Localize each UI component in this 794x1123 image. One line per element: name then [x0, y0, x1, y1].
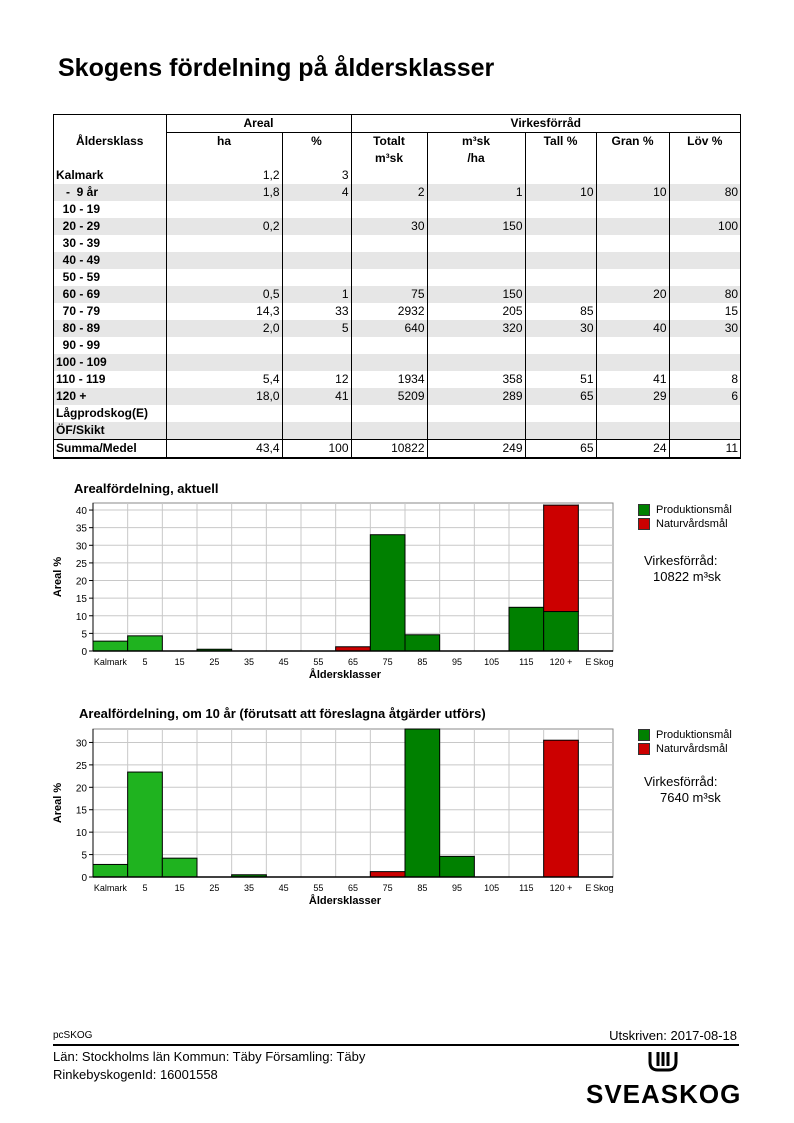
bar-production: [162, 858, 197, 877]
x-tick-label: 5: [142, 657, 148, 667]
cell-gran: [596, 354, 669, 371]
y-tick-label: 10: [75, 611, 87, 623]
table-row: [54, 388, 740, 405]
y-tick-label: 35: [75, 523, 87, 535]
cell-msk: [427, 235, 525, 252]
bar-nature: [544, 740, 579, 877]
header-tall: Tall %: [525, 133, 596, 168]
cell-tot: [351, 252, 427, 269]
cell-ha: 1,8: [166, 184, 282, 201]
cell-tall: [525, 252, 596, 269]
cell-pct: 41: [282, 388, 351, 405]
cell-tall: [525, 405, 596, 422]
cell-lov: [669, 337, 740, 354]
cell-msk: 320: [427, 320, 525, 337]
x-tick-label: 105: [484, 883, 500, 893]
cell-gran: [596, 252, 669, 269]
cell-lov: 11: [669, 440, 740, 458]
y-tick-label: 25: [75, 558, 87, 570]
cell-lov: 8: [669, 371, 740, 388]
cell-ha: 1,2: [166, 167, 282, 184]
cell-lov: [669, 235, 740, 252]
row-label: ÖF/Skikt: [54, 422, 166, 440]
table-row: [54, 218, 740, 235]
cell-msk: [427, 422, 525, 440]
cell-tall: 10: [525, 184, 596, 201]
cell-gran: 24: [596, 440, 669, 458]
x-tick-label: E: [585, 657, 592, 667]
header-pct: %: [282, 133, 351, 168]
header-msk-ha: m³sk /ha: [427, 133, 525, 168]
chart-10-years: [45, 724, 620, 919]
table-row: [54, 303, 740, 320]
cell-ha: [166, 269, 282, 286]
chart2-title: Arealfördelning, om 10 år (förutsatt att föreslagna åtgärder utförs): [79, 706, 486, 721]
cell-lov: 15: [669, 303, 740, 320]
cell-lov: [669, 252, 740, 269]
row-label: 80 - 89: [54, 320, 166, 337]
bar-production: [405, 635, 440, 651]
cell-ha: 43,4: [166, 440, 282, 458]
cell-gran: [596, 201, 669, 218]
cell-lov: [669, 201, 740, 218]
header-ageclass: Åldersklass: [76, 133, 144, 148]
x-tick-label: 35: [243, 657, 255, 667]
row-label: 20 - 29: [54, 218, 166, 235]
bar-production: [405, 729, 440, 877]
y-tick-label: 15: [75, 594, 87, 606]
cell-tot: [351, 167, 427, 184]
legend-swatch-nature: [638, 743, 650, 755]
legend-nature: Naturvårdsmål: [638, 517, 732, 531]
cell-gran: [596, 167, 669, 184]
cell-tall: [525, 235, 596, 252]
x-tick-label: Kalmark: [93, 883, 127, 893]
cell-pct: [282, 422, 351, 440]
y-tick-label: 30: [75, 738, 87, 750]
bar-production: [370, 535, 405, 651]
chart2-volume: Virkesförråd: 7640 m³sk: [644, 774, 721, 805]
table-row: [54, 405, 740, 422]
cell-tot: [351, 337, 427, 354]
y-tick-label: 0: [81, 873, 87, 884]
header-gran: Gran %: [596, 133, 669, 168]
cell-ha: [166, 235, 282, 252]
row-label: - 9 år: [54, 184, 166, 201]
table-row: [54, 371, 740, 388]
x-tick-label: Skog: [593, 657, 614, 667]
cell-tot: 2932: [351, 303, 427, 320]
x-tick-label: 85: [417, 657, 428, 667]
table-row: [54, 354, 740, 371]
table-body: [54, 167, 740, 458]
cell-tot: 75: [351, 286, 427, 303]
cell-tall: 65: [525, 388, 596, 405]
cell-tall: [525, 201, 596, 218]
table-row: [54, 167, 740, 184]
table-row: [54, 320, 740, 337]
cell-ha: 18,0: [166, 388, 282, 405]
cell-pct: [282, 405, 351, 422]
table-row: [54, 286, 740, 303]
x-tick-label: 25: [209, 657, 220, 667]
row-label: Kalmark: [56, 168, 104, 182]
bar-production: [128, 772, 163, 877]
table-row: [54, 235, 740, 252]
cell-tall: [525, 269, 596, 286]
cell-tot: 640: [351, 320, 427, 337]
y-tick-label: 10: [75, 828, 87, 840]
cell-gran: 10: [596, 184, 669, 201]
x-tick-label: 105: [484, 657, 500, 667]
x-tick-label: 55: [313, 657, 324, 667]
x-tick-label: 95: [451, 883, 463, 893]
y-tick-label: 30: [75, 541, 87, 553]
cell-pct: 3: [282, 167, 351, 184]
bar-production: [128, 636, 163, 651]
x-tick-label: 65: [347, 883, 359, 893]
x-tick-label: 120 +: [549, 883, 573, 893]
header-ha: ha: [166, 133, 282, 168]
cell-ha: 0,2: [166, 218, 282, 235]
cell-tall: 85: [525, 303, 596, 320]
crown-icon: [648, 1050, 678, 1074]
x-tick-label: Kalmark: [93, 657, 127, 667]
x-tick-label: 45: [278, 657, 289, 667]
cell-ha: [166, 252, 282, 269]
row-label: 70 - 79: [56, 304, 101, 318]
cell-tot: [351, 269, 427, 286]
y-axis-label: Areal %: [52, 556, 64, 598]
cell-msk: [427, 167, 525, 184]
header-lov: Löv %: [669, 133, 740, 168]
cell-tall: [525, 354, 596, 371]
cell-msk: [427, 405, 525, 422]
cell-msk: [427, 252, 525, 269]
cell-pct: 33: [282, 303, 351, 320]
cell-pct: 1: [282, 286, 351, 303]
x-tick-label: 5: [142, 883, 148, 893]
cell-ha: [166, 201, 282, 218]
cell-pct: [282, 201, 351, 218]
print-date: Utskriven: 2017-08-18: [609, 1028, 737, 1043]
cell-lov: 100: [669, 218, 740, 235]
row-label: 120 +: [54, 388, 166, 405]
y-tick-label: 40: [75, 506, 87, 518]
logo-text: SVEASKOG: [586, 1079, 742, 1109]
chart1-legend: [638, 503, 732, 531]
row-label: 90 - 99: [56, 338, 101, 352]
row-label: 30 - 39: [56, 236, 101, 250]
bar-production: [93, 641, 128, 651]
cell-ha: 0,5: [166, 286, 282, 303]
legend-nature: Naturvårdsmål: [638, 742, 732, 756]
cell-ha: 5,4: [166, 371, 282, 388]
header-volume: Virkesförråd: [351, 115, 740, 133]
cell-lov: 80: [669, 184, 740, 201]
cell-pct: 5: [282, 320, 351, 337]
table-row: [54, 184, 740, 201]
row-label: 50 - 59: [56, 270, 101, 284]
cell-msk: 150: [427, 286, 525, 303]
bar-production: [440, 856, 475, 877]
cell-msk: 249: [427, 440, 525, 458]
x-tick-label: 15: [174, 657, 185, 667]
cell-gran: 29: [596, 388, 669, 405]
cell-tot: [351, 422, 427, 440]
row-label: 40 - 49: [54, 252, 166, 269]
x-tick-label: 95: [451, 657, 463, 667]
cell-ha: [166, 337, 282, 354]
cell-tall: [525, 167, 596, 184]
cell-ha: [166, 354, 282, 371]
y-tick-label: 20: [75, 783, 87, 795]
table-row: [54, 252, 740, 269]
cell-msk: 1: [427, 184, 525, 201]
chart-current: [45, 498, 620, 693]
table-row: [54, 201, 740, 218]
cell-ha: [166, 422, 282, 440]
cell-msk: [427, 269, 525, 286]
x-tick-label: E: [585, 883, 592, 893]
cell-pct: [282, 235, 351, 252]
cell-gran: 41: [596, 371, 669, 388]
chart1-volume: Virkesförråd: 10822 m³sk: [644, 553, 721, 584]
cell-lov: [669, 167, 740, 184]
cell-gran: [596, 405, 669, 422]
cell-msk: 358: [427, 371, 525, 388]
legend-production: Produktionsmål: [638, 503, 732, 517]
cell-msk: [427, 201, 525, 218]
chart1-title: Arealfördelning, aktuell: [74, 481, 219, 496]
cell-pct: [282, 252, 351, 269]
y-tick-label: 0: [81, 647, 87, 658]
page-title: Skogens fördelning på åldersklasser: [58, 54, 495, 82]
x-tick-label: 45: [278, 883, 289, 893]
cell-tall: [525, 286, 596, 303]
cell-ha: [166, 405, 282, 422]
row-label: Summa/Medel: [54, 440, 166, 458]
cell-lov: 80: [669, 286, 740, 303]
legend-swatch-production: [638, 729, 650, 741]
cell-msk: [427, 354, 525, 371]
legend-swatch-production: [638, 504, 650, 516]
y-tick-label: 5: [81, 850, 87, 862]
cell-lov: [669, 422, 740, 440]
bar-nature: [370, 872, 405, 877]
location-info: Län: Stockholms län Kommun: Täby Församling: Täby: [53, 1049, 366, 1064]
row-label: 10 - 19: [56, 202, 101, 216]
table-row: [54, 422, 740, 440]
cell-gran: [596, 337, 669, 354]
cell-pct: [282, 354, 351, 371]
table-row: [54, 337, 740, 354]
x-tick-label: 85: [417, 883, 428, 893]
cell-tot: 1934: [351, 371, 427, 388]
cell-pct: 4: [282, 184, 351, 201]
cell-msk: [427, 337, 525, 354]
cell-ha: 14,3: [166, 303, 282, 320]
cell-msk: 150: [427, 218, 525, 235]
cell-tot: [351, 405, 427, 422]
x-tick-label: 115: [519, 657, 534, 667]
x-tick-label: 75: [382, 883, 393, 893]
cell-tot: 30: [351, 218, 427, 235]
cell-pct: 100: [282, 440, 351, 458]
x-axis-label: Åldersklasser: [308, 895, 382, 907]
cell-gran: [596, 269, 669, 286]
app-name: pcSKOG: [53, 1030, 93, 1041]
row-label: Lågprodskog(E): [56, 406, 148, 420]
chart2-legend: [638, 728, 732, 756]
cell-tall: 30: [525, 320, 596, 337]
cell-tot: [351, 354, 427, 371]
cell-tot: [351, 201, 427, 218]
row-label: 110 - 119: [56, 372, 106, 386]
x-tick-label: 25: [209, 883, 220, 893]
bar-production: [509, 607, 544, 651]
x-tick-label: 65: [347, 657, 359, 667]
x-axis-label: Åldersklasser: [308, 669, 382, 681]
cell-tot: 10822: [351, 440, 427, 458]
cell-tall: [525, 337, 596, 354]
cell-tot: [351, 235, 427, 252]
cell-msk: 205: [427, 303, 525, 320]
y-tick-label: 20: [75, 576, 87, 588]
cell-tall: [525, 422, 596, 440]
cell-pct: [282, 218, 351, 235]
footer-divider: [53, 1044, 739, 1046]
x-tick-label: 75: [382, 657, 393, 667]
x-tick-label: Skog: [593, 883, 614, 893]
cell-gran: [596, 422, 669, 440]
sveaskog-logo: [586, 1050, 740, 1110]
age-class-table: [53, 114, 741, 459]
cell-gran: [596, 303, 669, 320]
property-id: RinkebyskogenId: 16001558: [53, 1067, 218, 1082]
cell-tot: 5209: [351, 388, 427, 405]
cell-msk: 289: [427, 388, 525, 405]
y-axis-label: Areal %: [52, 782, 64, 824]
cell-pct: [282, 337, 351, 354]
y-tick-label: 15: [75, 805, 87, 817]
y-tick-label: 25: [75, 760, 87, 772]
cell-pct: 12: [282, 371, 351, 388]
x-tick-label: 15: [174, 883, 185, 893]
bar-production: [544, 612, 579, 651]
cell-gran: 40: [596, 320, 669, 337]
header-total: Totalt m³sk: [351, 133, 427, 168]
cell-lov: [669, 405, 740, 422]
cell-lov: [669, 269, 740, 286]
x-tick-label: 55: [313, 883, 324, 893]
x-tick-label: 35: [243, 883, 255, 893]
x-tick-label: 120 +: [549, 657, 573, 667]
summary-row: [54, 440, 740, 458]
y-tick-label: 5: [81, 629, 87, 641]
legend-production: Produktionsmål: [638, 728, 732, 742]
bar-nature: [544, 505, 579, 611]
cell-ha: 2,0: [166, 320, 282, 337]
cell-gran: [596, 218, 669, 235]
cell-lov: 6: [669, 388, 740, 405]
table-row: [54, 269, 740, 286]
cell-pct: [282, 269, 351, 286]
cell-tall: 51: [525, 371, 596, 388]
legend-swatch-nature: [638, 518, 650, 530]
bar-production: [93, 864, 128, 877]
row-label: 60 - 69: [54, 286, 166, 303]
cell-tall: 65: [525, 440, 596, 458]
row-label: 100 - 109: [54, 354, 166, 371]
cell-gran: [596, 235, 669, 252]
cell-tot: 2: [351, 184, 427, 201]
header-areal: Areal: [166, 115, 351, 133]
cell-lov: 30: [669, 320, 740, 337]
cell-tall: [525, 218, 596, 235]
cell-gran: 20: [596, 286, 669, 303]
x-tick-label: 115: [519, 883, 534, 893]
cell-lov: [669, 354, 740, 371]
